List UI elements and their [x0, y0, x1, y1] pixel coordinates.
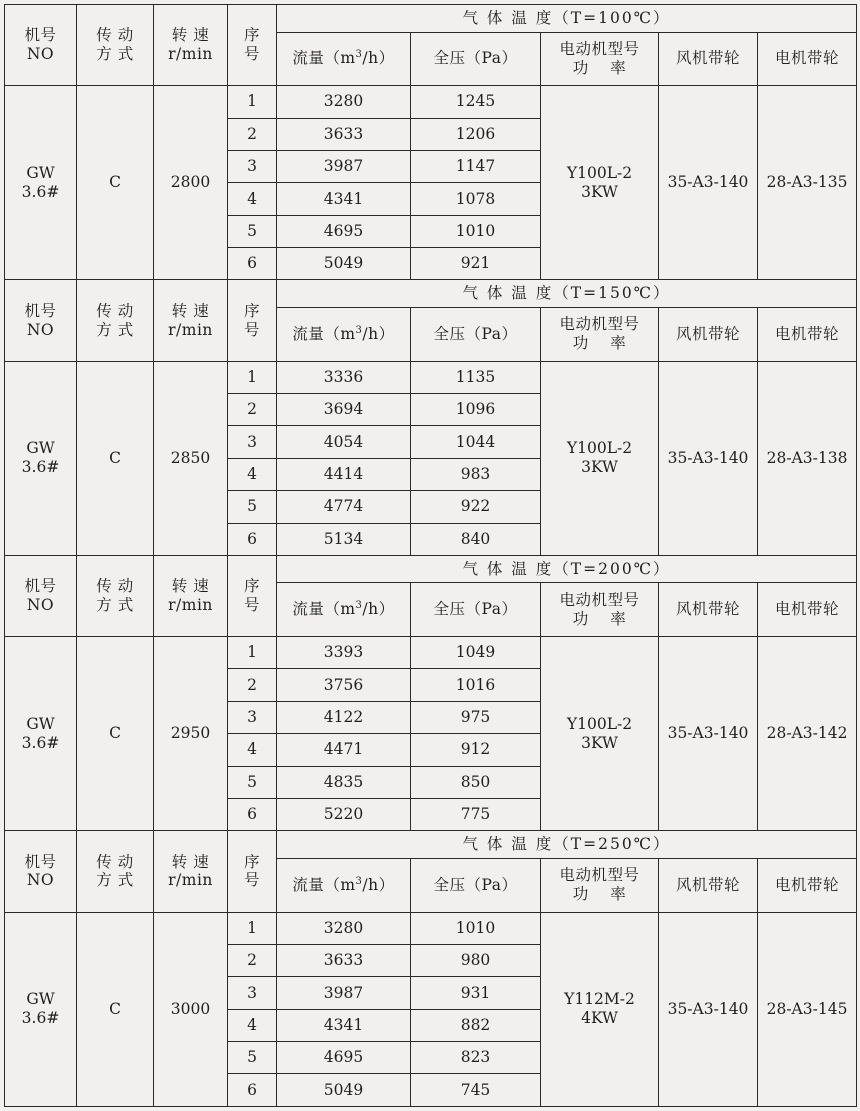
flow-cell: 4695 — [277, 1042, 411, 1074]
table-row — [5, 637, 857, 669]
pressure-cell: 931 — [411, 977, 541, 1009]
pressure-cell: 980 — [411, 944, 541, 976]
motor-pulley-cell: 28-A3-138 — [758, 361, 857, 555]
seq-cell: 4 — [228, 1009, 277, 1041]
header-flow — [277, 583, 411, 637]
gas-temperature-heading: 气 体 温 度（T=250℃） — [277, 831, 857, 859]
machine-no-cell: GW 3.6# — [5, 637, 77, 831]
flow-cell: 3336 — [277, 361, 411, 393]
header-machine-no: 机号 NO — [5, 280, 77, 361]
flow-label-superscript: 3 — [355, 324, 363, 336]
pressure-cell: 775 — [411, 799, 541, 831]
header-motor-pulley: 电机带轮 — [758, 307, 857, 361]
speed-cell: 2950 — [154, 637, 228, 831]
drive-mode-cell: C — [77, 361, 154, 555]
header-speed: 转 速 r/min — [154, 555, 228, 636]
flow-cell: 3987 — [277, 150, 411, 182]
header-pressure: 全压（Pa） — [411, 583, 541, 637]
header-motor-model-power: 电动机型号 功 率 — [541, 583, 659, 637]
pressure-cell: 840 — [411, 523, 541, 555]
seq-cell: 6 — [228, 1074, 277, 1107]
seq-cell: 1 — [228, 86, 277, 118]
fan-pulley-cell: 35-A3-140 — [659, 361, 758, 555]
machine-no-cell: GW 3.6# — [5, 86, 77, 280]
seq-cell: 1 — [228, 912, 277, 944]
header-motor-model-power: 电动机型号 功 率 — [541, 307, 659, 361]
header-machine-no: 机号 NO — [5, 831, 77, 912]
drive-mode-cell: C — [77, 86, 154, 280]
header-pressure: 全压（Pa） — [411, 858, 541, 912]
seq-cell: 5 — [228, 766, 277, 798]
flow-label-prefix: 流量（m — [292, 324, 356, 343]
header-pressure: 全压（Pa） — [411, 307, 541, 361]
seq-cell: 2 — [228, 944, 277, 976]
flow-cell: 4695 — [277, 215, 411, 247]
flow-label-prefix: 流量（m — [292, 875, 356, 894]
header-speed: 转 速 r/min — [154, 5, 228, 86]
seq-cell: 3 — [228, 977, 277, 1009]
motor-model-cell: Y100L-2 3KW — [541, 637, 659, 831]
flow-label-suffix: /h） — [362, 324, 395, 343]
speed-cell: 2800 — [154, 86, 228, 280]
header-motor-pulley: 电机带轮 — [758, 858, 857, 912]
drive-mode-cell: C — [77, 637, 154, 831]
seq-cell: 5 — [228, 215, 277, 247]
pressure-cell: 1147 — [411, 150, 541, 182]
header-seq: 序 号 — [228, 5, 277, 86]
fan-pulley-cell: 35-A3-140 — [659, 86, 758, 280]
seq-cell: 1 — [228, 637, 277, 669]
seq-cell: 3 — [228, 701, 277, 733]
flow-label-suffix: /h） — [362, 600, 395, 619]
pressure-cell: 921 — [411, 248, 541, 280]
flow-cell: 4414 — [277, 458, 411, 490]
flow-cell: 3633 — [277, 118, 411, 150]
flow-label-prefix: 流量（m — [292, 600, 356, 619]
flow-label-suffix: /h） — [362, 49, 395, 68]
header-drive-mode: 传 动 方 式 — [77, 555, 154, 636]
seq-cell: 5 — [228, 1042, 277, 1074]
header-flow — [277, 32, 411, 86]
header-fan-pulley: 风机带轮 — [659, 32, 758, 86]
motor-model-cell: Y112M-2 4KW — [541, 912, 659, 1106]
flow-cell: 3987 — [277, 977, 411, 1009]
flow-cell: 4341 — [277, 1009, 411, 1041]
seq-cell: 2 — [228, 393, 277, 425]
drive-mode-cell: C — [77, 912, 154, 1106]
flow-cell: 5220 — [277, 799, 411, 831]
pressure-cell: 912 — [411, 734, 541, 766]
section-header-row — [5, 5, 857, 33]
seq-cell: 2 — [228, 118, 277, 150]
gas-temperature-heading: 气 体 温 度（T=200℃） — [277, 555, 857, 583]
seq-cell: 3 — [228, 150, 277, 182]
motor-pulley-cell: 28-A3-135 — [758, 86, 857, 280]
machine-no-cell: GW 3.6# — [5, 361, 77, 555]
gas-temperature-heading: 气 体 温 度（T=100℃） — [277, 5, 857, 33]
flow-cell: 3633 — [277, 944, 411, 976]
seq-cell: 2 — [228, 669, 277, 701]
header-seq: 序 号 — [228, 555, 277, 636]
fan-pulley-cell: 35-A3-140 — [659, 637, 758, 831]
pressure-cell: 1245 — [411, 86, 541, 118]
seq-cell: 5 — [228, 491, 277, 523]
pressure-cell: 1206 — [411, 118, 541, 150]
flow-cell: 5134 — [277, 523, 411, 555]
motor-model-cell: Y100L-2 3KW — [541, 86, 659, 280]
flow-cell: 4122 — [277, 701, 411, 733]
header-motor-pulley: 电机带轮 — [758, 32, 857, 86]
flow-cell: 4835 — [277, 766, 411, 798]
seq-cell: 6 — [228, 248, 277, 280]
flow-label-prefix: 流量（m — [292, 49, 356, 68]
pressure-cell: 975 — [411, 701, 541, 733]
header-drive-mode: 传 动 方 式 — [77, 831, 154, 912]
seq-cell: 6 — [228, 523, 277, 555]
flow-label-superscript: 3 — [355, 600, 363, 612]
header-motor-pulley: 电机带轮 — [758, 583, 857, 637]
seq-cell: 3 — [228, 426, 277, 458]
flow-label-superscript: 3 — [355, 49, 363, 61]
table-row — [5, 912, 857, 944]
flow-cell: 4471 — [277, 734, 411, 766]
pressure-cell: 745 — [411, 1074, 541, 1107]
seq-cell: 4 — [228, 734, 277, 766]
flow-cell: 3393 — [277, 637, 411, 669]
fan-performance-table — [4, 4, 857, 1107]
pressure-cell: 1078 — [411, 183, 541, 215]
flow-cell: 3694 — [277, 393, 411, 425]
header-speed: 转 速 r/min — [154, 831, 228, 912]
flow-cell: 4341 — [277, 183, 411, 215]
pressure-cell: 882 — [411, 1009, 541, 1041]
fan-pulley-cell: 35-A3-140 — [659, 912, 758, 1106]
header-flow — [277, 307, 411, 361]
header-speed: 转 速 r/min — [154, 280, 228, 361]
seq-cell: 1 — [228, 361, 277, 393]
pressure-cell: 823 — [411, 1042, 541, 1074]
section-header-row — [5, 555, 857, 583]
header-motor-model-power: 电动机型号 功 率 — [541, 32, 659, 86]
header-fan-pulley: 风机带轮 — [659, 583, 758, 637]
flow-cell: 3756 — [277, 669, 411, 701]
section-header-row — [5, 831, 857, 859]
pressure-cell: 1096 — [411, 393, 541, 425]
pressure-cell: 1049 — [411, 637, 541, 669]
flow-cell: 4774 — [277, 491, 411, 523]
header-fan-pulley: 风机带轮 — [659, 307, 758, 361]
flow-label-superscript: 3 — [355, 875, 363, 887]
flow-cell: 3280 — [277, 912, 411, 944]
flow-label-suffix: /h） — [362, 875, 395, 894]
header-seq: 序 号 — [228, 280, 277, 361]
header-pressure: 全压（Pa） — [411, 32, 541, 86]
seq-cell: 4 — [228, 458, 277, 490]
header-seq: 序 号 — [228, 831, 277, 912]
gas-temperature-heading: 气 体 温 度（T=150℃） — [277, 280, 857, 308]
speed-cell: 3000 — [154, 912, 228, 1106]
header-fan-pulley: 风机带轮 — [659, 858, 758, 912]
table-row — [5, 86, 857, 118]
speed-cell: 2850 — [154, 361, 228, 555]
pressure-cell: 922 — [411, 491, 541, 523]
table-row — [5, 361, 857, 393]
flow-cell: 5049 — [277, 1074, 411, 1107]
flow-cell: 3280 — [277, 86, 411, 118]
motor-pulley-cell: 28-A3-145 — [758, 912, 857, 1106]
flow-cell: 5049 — [277, 248, 411, 280]
section-header-row — [5, 280, 857, 308]
seq-cell: 4 — [228, 183, 277, 215]
header-drive-mode: 传 动 方 式 — [77, 280, 154, 361]
motor-pulley-cell: 28-A3-142 — [758, 637, 857, 831]
pressure-cell: 1010 — [411, 215, 541, 247]
pressure-cell: 1010 — [411, 912, 541, 944]
header-machine-no: 机号 NO — [5, 555, 77, 636]
motor-model-cell: Y100L-2 3KW — [541, 361, 659, 555]
pressure-cell: 1016 — [411, 669, 541, 701]
pressure-cell: 983 — [411, 458, 541, 490]
header-flow — [277, 858, 411, 912]
machine-no-cell: GW 3.6# — [5, 912, 77, 1106]
flow-cell: 4054 — [277, 426, 411, 458]
header-motor-model-power: 电动机型号 功 率 — [541, 858, 659, 912]
seq-cell: 6 — [228, 799, 277, 831]
header-machine-no: 机号 NO — [5, 5, 77, 86]
pressure-cell: 850 — [411, 766, 541, 798]
pressure-cell: 1135 — [411, 361, 541, 393]
header-drive-mode: 传 动 方 式 — [77, 5, 154, 86]
pressure-cell: 1044 — [411, 426, 541, 458]
